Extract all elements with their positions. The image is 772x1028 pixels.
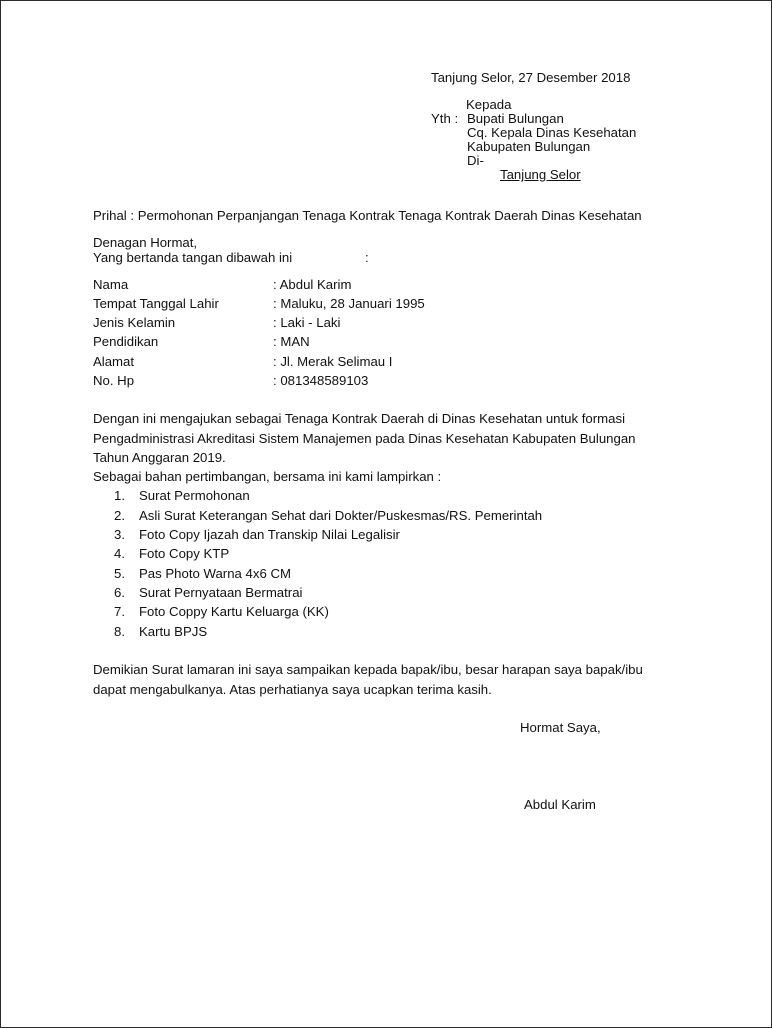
field-label: Jenis Kelamin	[93, 315, 176, 330]
recipient-line-1: Bupati Bulungan	[467, 111, 564, 126]
list-number: 8.	[114, 624, 125, 639]
list-number: 1.	[114, 488, 125, 503]
body-line: Tahun Anggaran 2019.	[93, 450, 226, 465]
body-line: Pengadministrasi Akreditasi Sistem Manajemen pada Dinas Kesehatan Kabupaten Bulungan	[93, 431, 636, 446]
list-item: Surat Pernyataan Bermatrai	[139, 585, 303, 600]
field-value: : Maluku, 28 Januari 1995	[273, 296, 425, 311]
list-number: 5.	[114, 566, 125, 581]
di-label: Di-	[467, 153, 484, 168]
list-item: Foto Coppy Kartu Keluarga (KK)	[139, 604, 329, 619]
field-value: : Laki - Laki	[273, 315, 341, 330]
list-number: 3.	[114, 527, 125, 542]
list-item: Asli Surat Keterangan Sehat dari Dokter/Puskesmas/RS. Pemerintah	[139, 508, 543, 523]
intro-line: Yang bertanda tangan dibawah ini	[93, 250, 293, 265]
list-item: Foto Copy Ijazah dan Transkip Nilai Legalisir	[139, 527, 400, 542]
field-value: : MAN	[273, 334, 310, 349]
field-value: : Jl. Merak Selimau I	[273, 354, 393, 369]
yth-label: Yth :	[431, 111, 459, 126]
recipient-line-2: Cq. Kepala Dinas Kesehatan	[467, 125, 637, 140]
field-label: Nama	[93, 277, 129, 292]
list-number: 7.	[114, 604, 125, 619]
list-number: 2.	[114, 508, 125, 523]
field-label: Pendidikan	[93, 334, 159, 349]
list-item: Foto Copy KTP	[139, 546, 230, 561]
signoff: Hormat Saya,	[520, 720, 601, 735]
body-line: Sebagai bahan pertimbangan, bersama ini kami lampirkan :	[93, 469, 442, 484]
field-label: No. Hp	[93, 373, 135, 388]
subject-line: Prihal : Permohonan Perpanjangan Tenaga Kontrak Tenaga Kontrak Daerah Dinas Kesehatan	[93, 208, 642, 223]
intro-colon: :	[365, 250, 369, 265]
list-item: Surat Permohonan	[139, 488, 250, 503]
recipient-line-3: Kabupaten Bulungan	[467, 139, 591, 154]
field-label: Tempat Tanggal Lahir	[93, 296, 219, 311]
place-date: Tanjung Selor, 27 Desember 2018	[431, 70, 631, 85]
closing-line: dapat mengabulkanya. Atas perhatianya saya ucapkan terima kasih.	[93, 682, 492, 697]
field-label: Alamat	[93, 354, 135, 369]
recipient-city: Tanjung Selor	[500, 167, 581, 182]
closing-line: Demikian Surat lamaran ini saya sampaikan kepada bapak/ibu, besar harapan saya bapak/ibu	[93, 662, 643, 677]
list-item: Pas Photo Warna 4x6 CM	[139, 566, 291, 581]
field-value: : 081348589103	[273, 373, 369, 388]
body-line: Dengan ini mengajukan sebagai Tenaga Kontrak Daerah di Dinas Kesehatan untuk formasi	[93, 411, 625, 426]
greeting: Denagan Hormat,	[93, 235, 198, 250]
list-item: Kartu BPJS	[139, 624, 208, 639]
signer-name: Abdul Karim	[524, 797, 596, 812]
list-number: 6.	[114, 585, 125, 600]
list-number: 4.	[114, 546, 125, 561]
field-value: : Abdul Karim	[273, 277, 352, 292]
kepada-label: Kepada	[466, 97, 512, 112]
